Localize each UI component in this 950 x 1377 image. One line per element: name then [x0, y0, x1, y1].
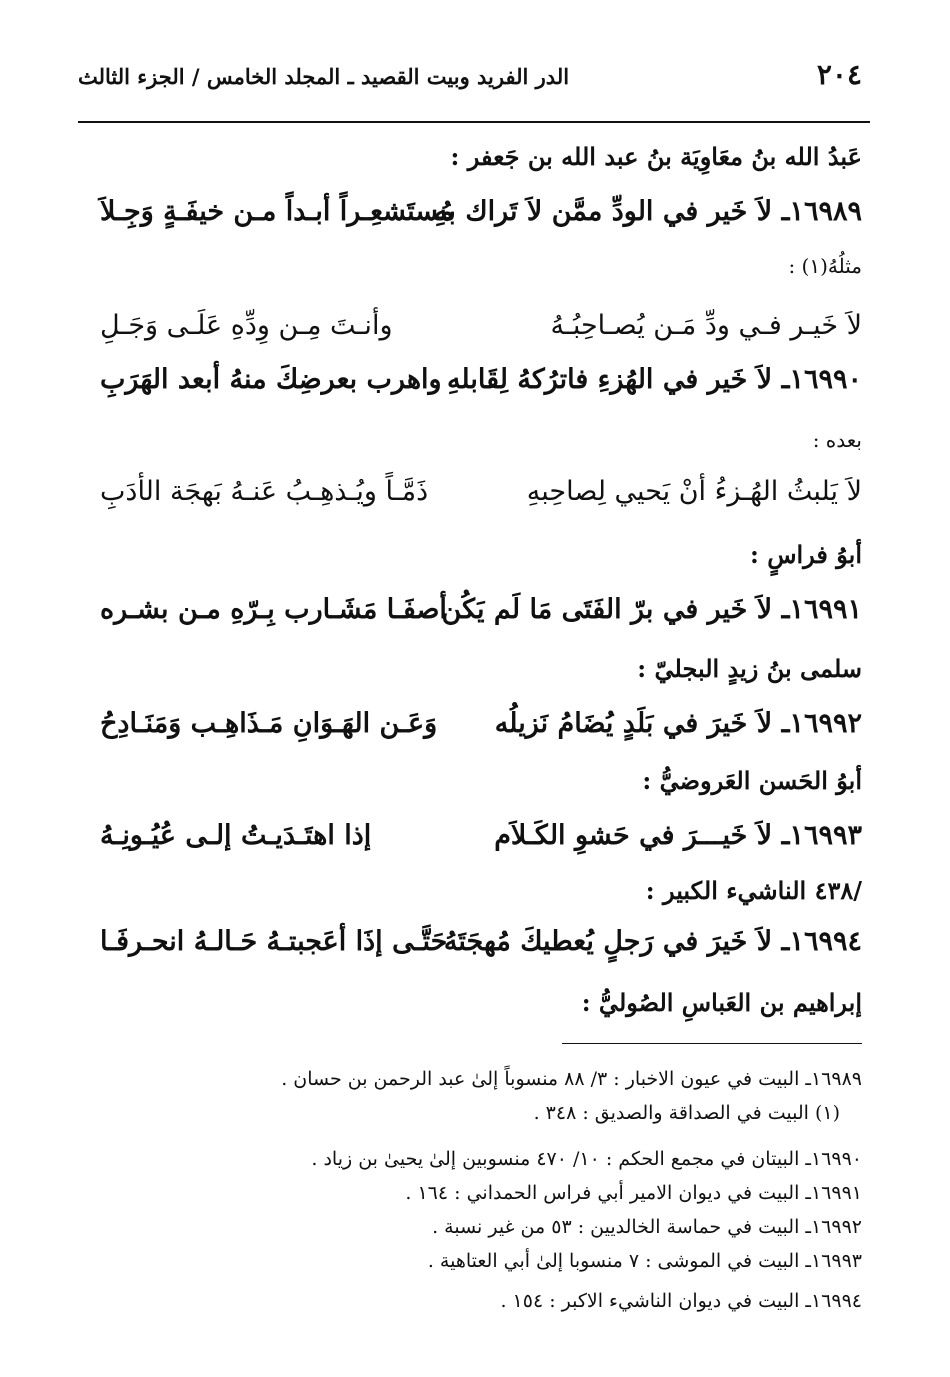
footnote-16992: ١٦٩٩٢ـ البيت في حماسة الخالديين : ٥٣ من غير نسبة .	[432, 1216, 862, 1238]
verse-first-hemistich: ١٦٩٩٠ـ لاَ خَير في الهُزءِ فاترُكهُ لِقَابلهِ	[446, 364, 862, 395]
page-number: ٢٠٤	[816, 58, 862, 91]
footnote-16991: ١٦٩٩١ـ البيت في ديوان الامير أبي فراس الحمداني : ١٦٤ .	[405, 1182, 862, 1204]
attribution-abu-al-hasan: أبوُ الحَسن العَروضيُّ :	[642, 766, 862, 795]
verse-first-hemistich: لاَ خَيـر فـي ودِّ مَـن يُصـاحِبُـهُ	[550, 310, 862, 341]
verse-16991	[100, 594, 862, 638]
footnote-16993: ١٦٩٩٣ـ البيت في الموشى : ٧ منسوبا إلىٰ أبي العتاهية .	[427, 1250, 862, 1272]
verse-second-hemistich: حَتَّـى إذَا أعَجبتـهُ حَـالـهُ انحـرفَـا	[100, 926, 448, 957]
verse-mithluh	[100, 310, 862, 354]
verse-16990	[100, 364, 862, 408]
verse-second-hemistich: وَعَـن الهَـوَانِ مَـذَاهِـب وَمَنَـادِحُ	[100, 708, 438, 739]
attribution-salma: سلمى بنُ زيدٍ البجليّ :	[637, 654, 862, 683]
attribution-ibrahim: إبراهيم بن العَباسِ الصُوليُّ :	[581, 988, 862, 1017]
verse-16992	[100, 708, 862, 752]
running-title: الدر الفريد وبيت القصيد ـ المجلد الخامس / الجزء الثالث	[78, 64, 570, 89]
verse-first-hemistich: لاَ يَلبثُ الهُـزءُ أنْ يَحيي لِصاحِبهِ	[526, 476, 862, 507]
attribution-abdullah: عَبدُ الله بنُ معَاوِيَة بنُ عبد الله بن جَعفر :	[450, 142, 862, 171]
header-rule	[78, 121, 870, 123]
verse-16994	[100, 926, 862, 970]
attribution-nashi: /٤٣٨ الناشيء الكبير :	[645, 876, 862, 905]
note-mithluh: مثلُهُ(١) :	[788, 254, 862, 278]
footnote-1: (١) البيت في الصداقة والصديق : ٣٤٨ .	[533, 1102, 840, 1124]
verse-first-hemistich: ١٦٩٩٢ـ لاَ خَيرَ في بَلَدٍ يُضَامُ نَزيلُه	[494, 708, 862, 739]
verse-second-hemistich: وأنـتَ مِـن وِدِّهِ عَلَـى وَجَـلِ	[100, 310, 393, 341]
footnote-16989: ١٦٩٨٩ـ البيت في عيون الاخبار : ٣/ ٨٨ منسوباً إلىٰ عبد الرحمن بن حسان .	[281, 1068, 862, 1090]
verse-second-hemistich: إذا اهتَـدَيـتُ إلـى عُيُـونِـهُ	[100, 820, 372, 851]
verse-first-hemistich: ١٦٩٩٣ـ لاَ خَيـــرَ في حَشوِ الكَـلاَم	[494, 820, 862, 851]
verse-16989	[100, 196, 862, 240]
verse-second-hemistich: ذَمَّـاً ويُـذهِـبُ عَنـهُ بَهجَة الأدَبِ	[100, 476, 429, 507]
note-baadah: بعده :	[812, 428, 862, 452]
footnote-rule	[562, 1043, 862, 1044]
verse-16993	[100, 820, 862, 864]
verse-baadah	[100, 476, 862, 520]
attribution-abu-firas: أبوُ فراسٍ :	[750, 540, 862, 569]
verse-first-hemistich: ١٦٩٩٤ـ لاَ خَيرَ في رَجلٍ يُعطيكَ مُهجَتَهُ	[443, 926, 862, 957]
footnote-16994: ١٦٩٩٤ـ البيت في ديوان الناشيء الاكبر : ١٥٤ .	[500, 1290, 862, 1312]
verse-second-hemistich: واهرب بعرضِكَ منهُ أبعد الهَرَبِ	[100, 364, 442, 395]
page-header	[78, 58, 862, 98]
verse-first-hemistich: ١٦٩٩١ـ لاَ خَير في برّ الفَتَى مَا لَم يَكُن	[441, 594, 862, 625]
verse-second-hemistich: أصفَـا مَشَـارب بِـرّهِ مـن بشـره	[100, 594, 447, 625]
verse-first-hemistich: ١٦٩٨٩ـ لاَ خَير في الودِّ ممَّن لاَ تَراك بهِ	[433, 196, 862, 227]
verse-second-hemistich: مُستَشعِـراً أبـداً مـن خيفَـةٍ وَجِـلاَ	[100, 196, 454, 227]
footnote-16990: ١٦٩٩٠ـ البيتان في مجمع الحكم : ١٠/ ٤٧٠ منسوبين إلىٰ يحيىٰ بن زياد .	[311, 1148, 862, 1170]
